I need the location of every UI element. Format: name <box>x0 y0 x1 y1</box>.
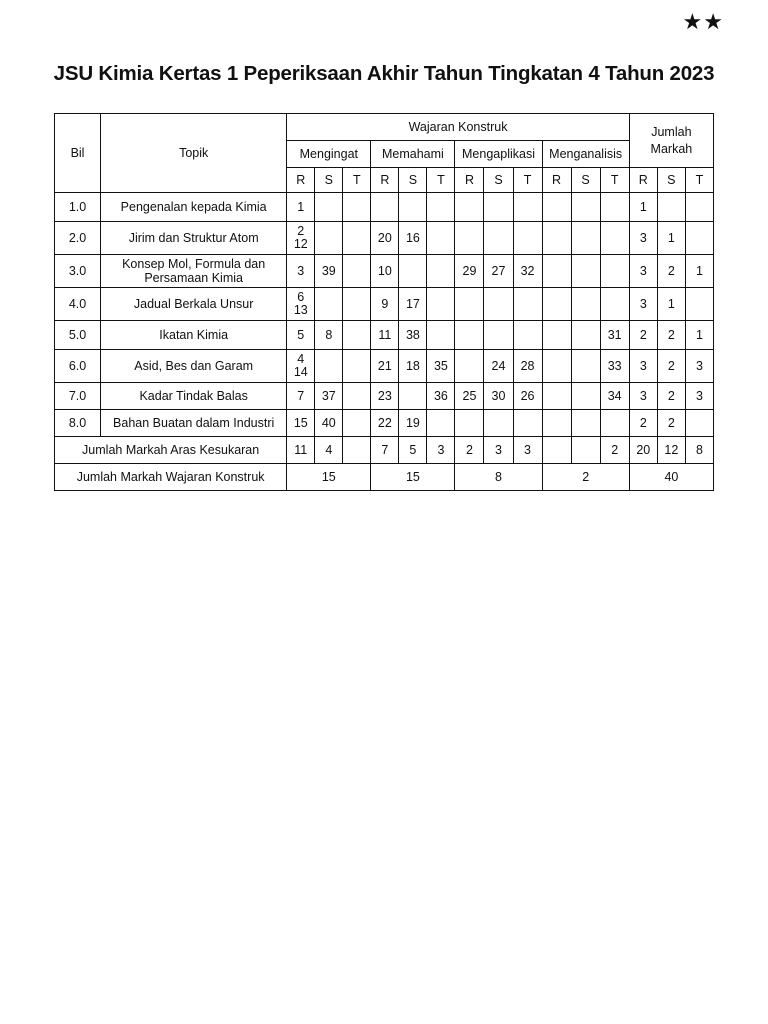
header-level: T <box>685 168 713 193</box>
question-cell <box>571 222 600 255</box>
row-total: 1 <box>685 255 713 288</box>
question-number: 38 <box>405 327 420 342</box>
question-cell <box>513 383 542 410</box>
row-bil: 3.0 <box>55 255 101 288</box>
row-topik: Jirim dan Struktur Atom <box>101 222 287 255</box>
question-number: 29 <box>462 263 477 278</box>
question-number: 36 <box>433 388 448 403</box>
header-level: R <box>542 168 571 193</box>
question-cell <box>542 350 571 383</box>
question-cell <box>315 222 343 255</box>
question-cell <box>542 410 571 437</box>
question-cell <box>571 410 600 437</box>
question-cell <box>600 255 629 288</box>
row-total: 2 <box>629 321 657 350</box>
question-cell <box>343 222 371 255</box>
question-cell <box>484 222 513 255</box>
question-cell <box>287 288 315 321</box>
aras-value: 3 <box>427 437 455 464</box>
question-cell <box>542 255 571 288</box>
table-row <box>55 288 714 321</box>
question-number: 35 <box>433 358 448 373</box>
question-cell <box>600 383 629 410</box>
question-number: 39 <box>321 263 336 278</box>
question-cell <box>427 222 455 255</box>
question-cell <box>427 288 455 321</box>
question-cell <box>484 255 513 288</box>
question-cell <box>427 350 455 383</box>
row-total <box>685 288 713 321</box>
header-construct: Mengingat <box>287 141 371 168</box>
aras-value: 3 <box>484 437 513 464</box>
row-bil: 5.0 <box>55 321 101 350</box>
header-level: R <box>629 168 657 193</box>
question-cell <box>427 383 455 410</box>
wajaran-value: 2 <box>542 464 629 491</box>
question-number: 22 <box>377 415 392 430</box>
aras-total: 12 <box>657 437 685 464</box>
page-title: JSU Kimia Kertas 1 Peperiksaan Akhir Tahun Tingkatan 4 Tahun 2023 <box>53 62 715 85</box>
question-cell <box>427 255 455 288</box>
row-bil: 8.0 <box>55 410 101 437</box>
question-cell <box>571 350 600 383</box>
question-cell <box>571 193 600 222</box>
question-cell <box>455 383 484 410</box>
question-number: 13 <box>293 303 308 317</box>
question-number: 30 <box>491 388 506 403</box>
aras-total: 8 <box>685 437 713 464</box>
header-level: S <box>571 168 600 193</box>
question-number: 26 <box>520 388 535 403</box>
question-number: 28 <box>520 358 535 373</box>
row-total: 1 <box>685 321 713 350</box>
question-cell <box>427 193 455 222</box>
question-cell <box>343 321 371 350</box>
question-cell <box>513 255 542 288</box>
question-cell <box>455 410 484 437</box>
aras-value <box>343 437 371 464</box>
question-cell <box>513 321 542 350</box>
row-topik: Jadual Berkala Unsur <box>101 288 287 321</box>
question-number: 8 <box>325 327 333 342</box>
question-number: 5 <box>297 327 305 342</box>
question-cell <box>455 222 484 255</box>
row-total: 3 <box>629 288 657 321</box>
question-cell <box>399 321 427 350</box>
question-cell <box>513 222 542 255</box>
row-total <box>685 222 713 255</box>
table-row <box>55 350 714 383</box>
question-cell <box>571 255 600 288</box>
table-row <box>55 410 714 437</box>
table-row <box>55 255 714 288</box>
question-cell <box>571 383 600 410</box>
question-number: 31 <box>607 327 622 342</box>
question-cell <box>315 288 343 321</box>
row-total <box>657 193 685 222</box>
header-construct: Mengaplikasi <box>455 141 542 168</box>
question-number: 17 <box>405 296 420 311</box>
question-cell <box>343 255 371 288</box>
question-cell <box>315 350 343 383</box>
question-number: 12 <box>293 237 308 251</box>
question-cell <box>600 321 629 350</box>
question-cell <box>343 383 371 410</box>
header-wajaran-konstruk: Wajaran Konstruk <box>287 114 630 141</box>
question-number: 15 <box>293 415 308 430</box>
aras-value: 5 <box>399 437 427 464</box>
table-row <box>55 321 714 350</box>
question-cell <box>399 288 427 321</box>
question-cell <box>513 288 542 321</box>
question-number: 24 <box>491 358 506 373</box>
row-bil: 1.0 <box>55 193 101 222</box>
aras-value: 4 <box>315 437 343 464</box>
row-total: 1 <box>657 222 685 255</box>
question-number: 19 <box>405 415 420 430</box>
question-cell <box>371 255 399 288</box>
header-level: R <box>287 168 315 193</box>
question-cell <box>542 193 571 222</box>
question-cell <box>371 193 399 222</box>
question-cell <box>571 288 600 321</box>
question-number: 16 <box>405 230 420 245</box>
question-cell <box>600 410 629 437</box>
question-cell <box>371 410 399 437</box>
wajaran-konstruk-row <box>55 464 714 491</box>
question-cell <box>315 193 343 222</box>
aras-value: 2 <box>600 437 629 464</box>
question-number: 34 <box>607 388 622 403</box>
question-cell <box>600 288 629 321</box>
question-cell <box>542 321 571 350</box>
question-number: 18 <box>405 358 420 373</box>
row-total: 2 <box>657 321 685 350</box>
question-cell <box>484 288 513 321</box>
table-row <box>55 383 714 410</box>
header-level: S <box>399 168 427 193</box>
question-cell <box>399 193 427 222</box>
rating-stars: ★★ <box>682 10 724 35</box>
header-level: R <box>371 168 399 193</box>
question-number: 20 <box>377 230 392 245</box>
question-cell <box>371 288 399 321</box>
wajaran-value: 8 <box>455 464 542 491</box>
row-bil: 2.0 <box>55 222 101 255</box>
row-total: 3 <box>629 383 657 410</box>
question-cell <box>455 193 484 222</box>
question-cell <box>287 193 315 222</box>
question-cell <box>484 383 513 410</box>
question-cell <box>542 383 571 410</box>
aras-value: 3 <box>513 437 542 464</box>
question-cell <box>399 383 427 410</box>
question-cell <box>287 255 315 288</box>
jsu-table <box>54 113 714 491</box>
question-cell <box>315 410 343 437</box>
aras-value <box>571 437 600 464</box>
question-cell <box>315 383 343 410</box>
question-cell <box>287 222 315 255</box>
row-topik: Konsep Mol, Formula dan Persamaan Kimia <box>101 255 287 288</box>
question-cell <box>399 350 427 383</box>
question-cell <box>343 288 371 321</box>
question-number: 3 <box>297 263 305 278</box>
question-number: 27 <box>491 263 506 278</box>
header-level: S <box>484 168 513 193</box>
question-number: 21 <box>377 358 392 373</box>
question-cell <box>315 255 343 288</box>
question-cell <box>484 193 513 222</box>
row-total: 2 <box>657 350 685 383</box>
question-cell <box>287 350 315 383</box>
wajaran-label: Jumlah Markah Wajaran Konstruk <box>55 464 287 491</box>
table-row <box>55 193 714 222</box>
row-total: 2 <box>629 410 657 437</box>
question-cell <box>513 410 542 437</box>
header-level: T <box>600 168 629 193</box>
question-number: 1 <box>297 199 305 214</box>
question-cell <box>455 255 484 288</box>
row-total: 2 <box>657 410 685 437</box>
question-number: 40 <box>321 415 336 430</box>
aras-total: 20 <box>629 437 657 464</box>
question-cell <box>455 288 484 321</box>
question-cell <box>287 410 315 437</box>
question-cell <box>455 350 484 383</box>
row-topik: Asid, Bes dan Garam <box>101 350 287 383</box>
row-topik: Ikatan Kimia <box>101 321 287 350</box>
question-number: 9 <box>381 296 389 311</box>
question-cell <box>427 321 455 350</box>
row-total <box>685 193 713 222</box>
row-topik: Kadar Tindak Balas <box>101 383 287 410</box>
question-cell <box>399 255 427 288</box>
question-number: 23 <box>377 388 392 403</box>
question-cell <box>513 350 542 383</box>
question-number: 4 <box>297 352 305 366</box>
question-number: 37 <box>321 388 336 403</box>
question-number: 14 <box>293 365 308 379</box>
question-cell <box>371 321 399 350</box>
question-cell <box>484 350 513 383</box>
question-cell <box>455 321 484 350</box>
question-cell <box>542 222 571 255</box>
row-topik: Bahan Buatan dalam Industri <box>101 410 287 437</box>
row-total: 3 <box>629 222 657 255</box>
aras-value: 2 <box>455 437 484 464</box>
aras-kesukaran-row <box>55 437 714 464</box>
row-total: 1 <box>629 193 657 222</box>
question-cell <box>600 193 629 222</box>
question-number: 7 <box>297 388 305 403</box>
row-total: 2 <box>657 255 685 288</box>
question-cell <box>571 321 600 350</box>
question-number: 11 <box>378 327 392 342</box>
question-cell <box>399 410 427 437</box>
row-topik: Pengenalan kepada Kimia <box>101 193 287 222</box>
question-cell <box>484 410 513 437</box>
aras-value: 11 <box>287 437 315 464</box>
row-bil: 6.0 <box>55 350 101 383</box>
question-cell <box>600 222 629 255</box>
row-total: 3 <box>685 350 713 383</box>
question-cell <box>287 321 315 350</box>
aras-label: Jumlah Markah Aras Kesukaran <box>55 437 287 464</box>
header-construct: Memahami <box>371 141 455 168</box>
header-bil: Bil <box>55 114 101 193</box>
question-cell <box>513 193 542 222</box>
header-level: T <box>513 168 542 193</box>
wajaran-value: 15 <box>371 464 455 491</box>
header-topik: Topik <box>101 114 287 193</box>
question-cell <box>371 383 399 410</box>
aras-value <box>542 437 571 464</box>
question-cell <box>542 288 571 321</box>
question-cell <box>427 410 455 437</box>
row-bil: 7.0 <box>55 383 101 410</box>
question-number: 25 <box>462 388 477 403</box>
header-jumlah-markah: Jumlah Markah <box>629 114 713 168</box>
aras-value: 7 <box>371 437 399 464</box>
row-total <box>685 410 713 437</box>
table-row <box>55 222 714 255</box>
row-total: 2 <box>657 383 685 410</box>
row-total: 1 <box>657 288 685 321</box>
question-number: 33 <box>607 358 622 373</box>
question-cell <box>399 222 427 255</box>
question-number: 6 <box>297 290 305 304</box>
question-number: 32 <box>520 263 535 278</box>
question-cell <box>343 410 371 437</box>
question-cell <box>371 350 399 383</box>
row-total: 3 <box>685 383 713 410</box>
question-number: 2 <box>297 224 305 238</box>
header-level: R <box>455 168 484 193</box>
question-cell <box>343 193 371 222</box>
question-cell <box>371 222 399 255</box>
header-level: S <box>657 168 685 193</box>
question-number: 10 <box>377 263 392 278</box>
header-level: T <box>343 168 371 193</box>
question-cell <box>600 350 629 383</box>
row-total: 3 <box>629 255 657 288</box>
question-cell <box>484 321 513 350</box>
question-cell <box>315 321 343 350</box>
wajaran-total: 40 <box>629 464 713 491</box>
row-total: 3 <box>629 350 657 383</box>
header-level: T <box>427 168 455 193</box>
header-construct: Menganalisis <box>542 141 629 168</box>
row-bil: 4.0 <box>55 288 101 321</box>
wajaran-value: 15 <box>287 464 371 491</box>
question-cell <box>343 350 371 383</box>
header-level: S <box>315 168 343 193</box>
question-cell <box>287 383 315 410</box>
